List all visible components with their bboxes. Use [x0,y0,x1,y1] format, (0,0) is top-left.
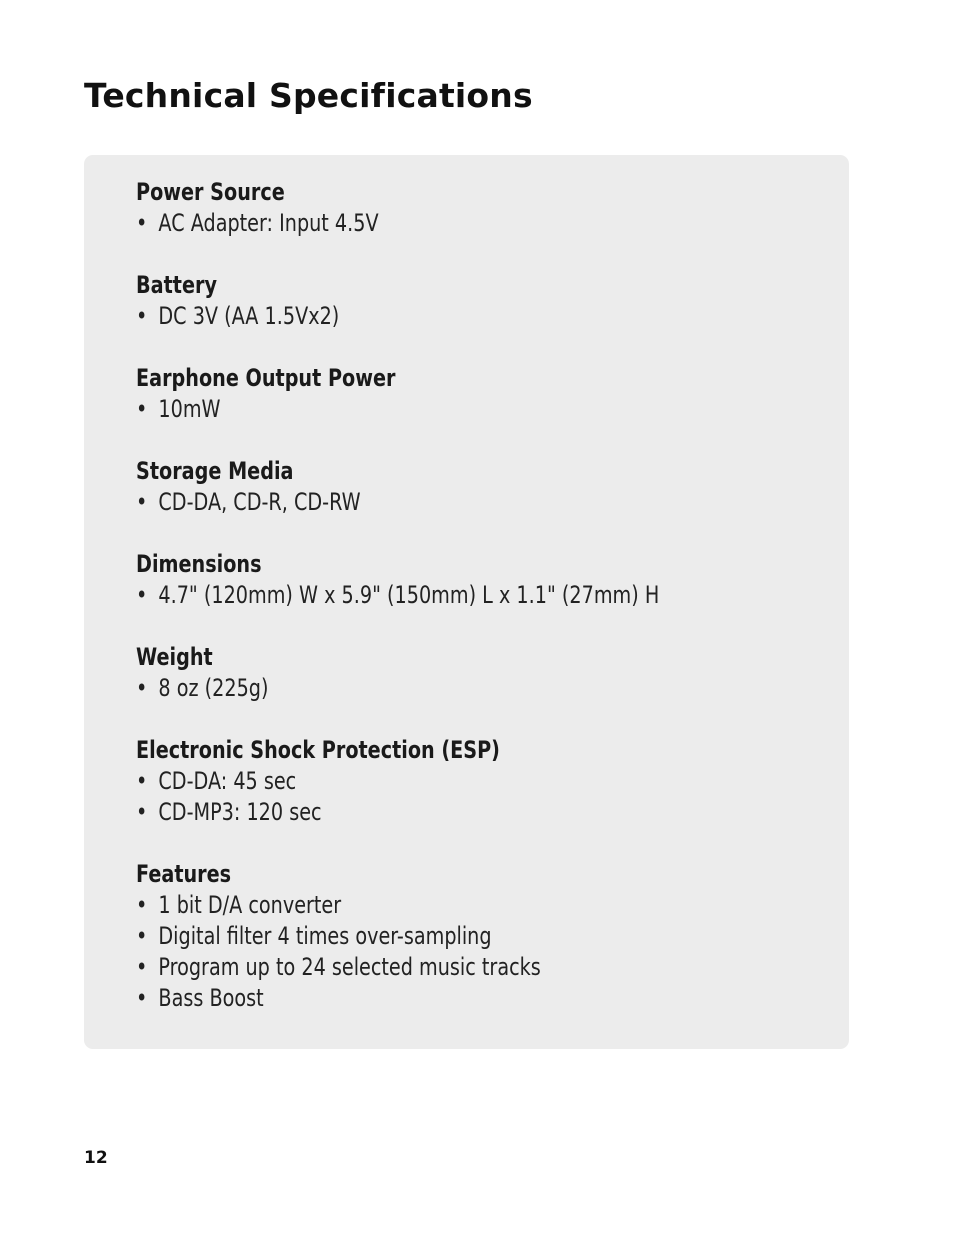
spec-heading: Dimensions [136,550,262,578]
spec-item [136,983,706,1014]
page-title: Technical Specifications [84,76,533,115]
bullet-icon: • [136,984,148,1012]
spec-item-text: 1 bit D/A converter [158,891,342,919]
spec-list [136,301,849,332]
spec-item [136,208,706,239]
spec-item [136,952,706,983]
spec-item [136,673,706,704]
spec-heading: Power Source [136,178,285,206]
spec-section-battery [136,270,849,332]
spec-section-weight [136,642,849,704]
spec-section-storage-media [136,456,849,518]
spec-item-text: CD-DA, CD-R, CD-RW [158,488,361,516]
bullet-icon: • [136,302,148,330]
page-number: 12 [84,1148,108,1168]
spec-item [136,394,706,425]
spec-item-text: DC 3V (AA 1.5Vx2) [158,302,340,330]
spec-heading: Features [136,860,232,888]
spec-section-power-source [136,177,849,239]
spec-list [136,673,849,704]
spec-list [136,890,849,1014]
spec-heading: Storage Media [136,457,294,485]
spec-item-text: CD-DA: 45 sec [158,767,297,795]
spec-item-text: 10mW [158,395,221,423]
bullet-icon: • [136,767,148,795]
spec-section-earphone-output-power [136,363,849,425]
bullet-icon: • [136,209,148,237]
spec-item-text: 8 oz (225g) [158,674,269,702]
bullet-icon: • [136,395,148,423]
spec-list [136,487,849,518]
spec-heading: Battery [136,271,217,299]
spec-item-text: AC Adapter: Input 4.5V [158,209,379,237]
spec-list [136,580,849,611]
specifications-panel [84,155,849,1049]
spec-item [136,580,706,611]
spec-item [136,890,706,921]
spec-item [136,766,706,797]
spec-item [136,921,706,952]
spec-list [136,208,849,239]
spec-item-text: Digital filter 4 times over-sampling [158,922,492,950]
spec-heading: Earphone Output Power [136,364,396,392]
spec-heading: Electronic Shock Protection (ESP) [136,736,500,764]
bullet-icon: • [136,922,148,950]
bullet-icon: • [136,488,148,516]
spec-item-text: Program up to 24 selected music tracks [158,953,541,981]
spec-heading: Weight [136,643,213,671]
spec-item [136,301,706,332]
spec-section-esp [136,735,849,828]
bullet-icon: • [136,581,148,609]
spec-section-features [136,859,849,1014]
spec-item-text: Bass Boost [158,984,264,1012]
bullet-icon: • [136,674,148,702]
bullet-icon: • [136,798,148,826]
spec-section-dimensions [136,549,849,611]
spec-list [136,766,849,828]
spec-item-text: CD-MP3: 120 sec [158,798,322,826]
spec-item [136,797,706,828]
spec-list [136,394,849,425]
bullet-icon: • [136,891,148,919]
spec-item [136,487,706,518]
spec-item-text: 4.7" (120mm) W x 5.9" (150mm) L x 1.1" (27mm) H [158,581,660,609]
bullet-icon: • [136,953,148,981]
